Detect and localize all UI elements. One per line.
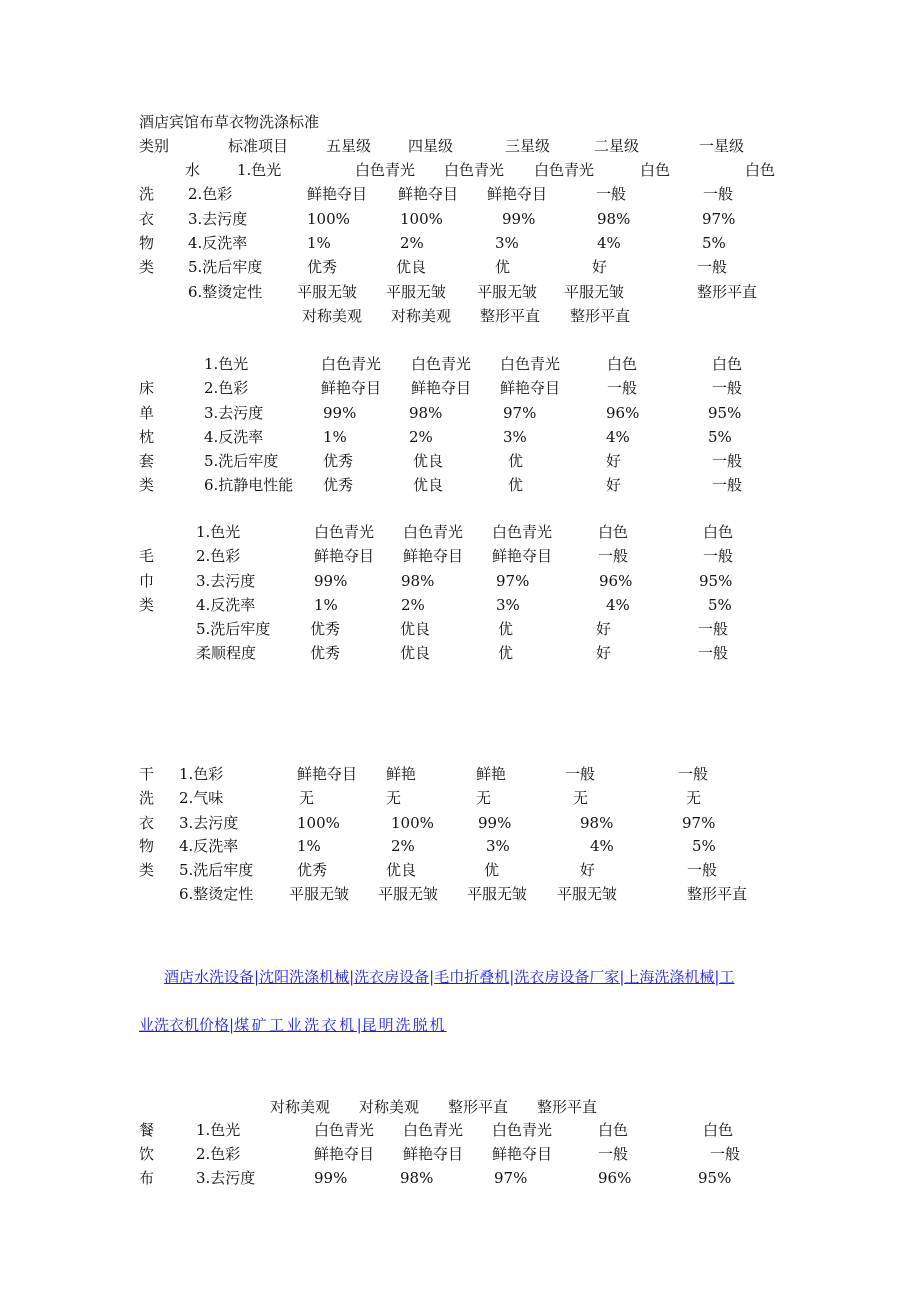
dining-rating-cell: 一般 <box>598 1145 629 1163</box>
wash-clothes-rating-cell: 99% <box>502 210 536 228</box>
wash-clothes-rating-cell: 平服无皱 <box>297 283 358 301</box>
dining-rating-cell: 白色青光 <box>403 1121 464 1139</box>
bedding-rating-cell: 白色青光 <box>321 355 382 373</box>
dry-clean-standard-item: 4.反洗率 <box>179 837 239 855</box>
dry-clean-rating-cell: 一般 <box>678 765 709 783</box>
towels-rating-cell: 3% <box>496 596 520 614</box>
wash-clothes-rating-cell: 整形平直 <box>697 283 758 301</box>
dry-clean-rating-cell: 好 <box>580 861 596 879</box>
wash-clothes-rating-cell: 优秀 <box>307 258 338 276</box>
column-header: 四星级 <box>408 137 454 155</box>
towels-rating-cell: 一般 <box>698 620 729 638</box>
dry-clean-standard-item: 6.整烫定性 <box>179 885 254 903</box>
towels-rating-cell: 98% <box>401 572 435 590</box>
wash-clothes-standard-item: 1.色光 <box>237 161 282 179</box>
link-line <box>139 1015 447 1035</box>
towels-standard-item: 1.色光 <box>196 523 241 541</box>
towels-rating-cell: 白色 <box>598 523 629 541</box>
dry-clean-rating-cell: 99% <box>478 814 512 832</box>
dry-clean-rating-cell: 3% <box>486 837 510 855</box>
towels-rating-cell: 优秀 <box>310 644 341 662</box>
dry-clean-rating-cell: 优良 <box>386 861 417 879</box>
towels-rating-cell: 鲜艳夺目 <box>492 547 553 565</box>
bedding-rating-cell: 97% <box>503 404 537 422</box>
bedding-standard-item: 2.色彩 <box>204 379 249 397</box>
seo-link[interactable]: 上海洗涤机械 <box>624 968 715 986</box>
towels-standard-item: 2.色彩 <box>196 547 241 565</box>
wash-clothes-standard-item: 2.色彩 <box>188 185 233 203</box>
dry-clean-rating-cell: 100% <box>391 814 434 832</box>
dining-rating-cell: 鲜艳夺目 <box>492 1145 553 1163</box>
bedding-category-char: 类 <box>139 476 155 494</box>
dining-rating-cell: 97% <box>494 1169 528 1187</box>
dry-clean-category-char: 衣 <box>139 814 155 832</box>
bedding-rating-cell: 2% <box>409 428 433 446</box>
dry-clean-rating-cell: 优 <box>484 861 500 879</box>
wash-clothes-rating-cell: 一般 <box>697 258 728 276</box>
dry-clean-category-char: 类 <box>139 861 155 879</box>
seo-link[interactable]: 煤矿工业洗衣机 <box>234 1016 357 1034</box>
dining-rating-cell: 对称美观 <box>270 1098 331 1116</box>
column-header: 一星级 <box>699 137 745 155</box>
bedding-rating-cell: 1% <box>323 428 347 446</box>
dining-rating-cell: 95% <box>698 1169 732 1187</box>
towels-rating-cell: 95% <box>699 572 733 590</box>
dry-clean-rating-cell: 无 <box>686 789 702 807</box>
dry-clean-rating-cell: 无 <box>386 789 402 807</box>
bedding-category-char: 套 <box>139 452 155 470</box>
towels-rating-cell: 2% <box>401 596 425 614</box>
bedding-rating-cell: 鲜艳夺目 <box>500 379 561 397</box>
wash-clothes-category-char: 水 <box>185 161 201 179</box>
seo-link[interactable]: 工 <box>719 968 735 986</box>
towels-category-char: 类 <box>139 596 155 614</box>
dry-clean-standard-item: 3.去污度 <box>179 814 239 832</box>
wash-clothes-standard-item: 5.洗后牢度 <box>188 258 263 276</box>
dry-clean-rating-cell: 无 <box>299 789 315 807</box>
dining-rating-cell: 96% <box>598 1169 632 1187</box>
dining-rating-cell: 白色青光 <box>314 1121 375 1139</box>
towels-rating-cell: 好 <box>596 620 612 638</box>
towels-standard-item: 5.洗后牢度 <box>196 620 271 638</box>
wash-clothes-rating-cell: 1% <box>307 234 331 252</box>
wash-clothes-rating-cell: 平服无皱 <box>386 283 447 301</box>
wash-clothes-rating-cell: 优良 <box>396 258 427 276</box>
bedding-standard-item: 6.抗静电性能 <box>204 476 294 494</box>
bedding-standard-item: 1.色光 <box>204 355 249 373</box>
wash-clothes-rating-cell: 对称美观 <box>391 307 452 325</box>
link-separator: | <box>509 968 515 986</box>
dry-clean-rating-cell: 1% <box>297 837 321 855</box>
towels-category-char: 毛 <box>139 547 155 565</box>
towels-rating-cell: 优 <box>498 620 514 638</box>
bedding-rating-cell: 白色青光 <box>500 355 561 373</box>
link-line <box>164 967 734 987</box>
bedding-standard-item: 5.洗后牢度 <box>204 452 279 470</box>
bedding-rating-cell: 99% <box>323 404 357 422</box>
bedding-rating-cell: 优 <box>508 452 524 470</box>
towels-rating-cell: 99% <box>314 572 348 590</box>
bedding-rating-cell: 鲜艳夺目 <box>321 379 382 397</box>
wash-clothes-rating-cell: 100% <box>307 210 350 228</box>
dry-clean-category-char: 干 <box>139 765 155 783</box>
bedding-rating-cell: 好 <box>606 452 622 470</box>
dry-clean-category-char: 洗 <box>139 789 155 807</box>
wash-clothes-rating-cell: 一般 <box>703 185 734 203</box>
column-header: 三星级 <box>505 137 551 155</box>
dry-clean-standard-item: 5.洗后牢度 <box>179 861 254 879</box>
dining-standard-item: 1.色光 <box>196 1121 241 1139</box>
seo-link[interactable]: 业洗衣机价格 <box>139 1016 230 1034</box>
bedding-rating-cell: 3% <box>503 428 527 446</box>
dining-rating-cell: 白色青光 <box>492 1121 553 1139</box>
seo-link[interactable]: 昆明洗脱机 <box>361 1016 447 1034</box>
column-header: 标准项目 <box>228 137 289 155</box>
link-separator: | <box>619 968 625 986</box>
dry-clean-rating-cell: 无 <box>476 789 492 807</box>
bedding-standard-item: 3.去污度 <box>204 404 264 422</box>
dry-clean-rating-cell: 无 <box>573 789 589 807</box>
wash-clothes-rating-cell: 整形平直 <box>570 307 631 325</box>
column-header: 二星级 <box>594 137 640 155</box>
towels-rating-cell: 4% <box>606 596 630 614</box>
dry-clean-rating-cell: 整形平直 <box>687 885 748 903</box>
wash-clothes-rating-cell: 4% <box>597 234 621 252</box>
towels-rating-cell: 1% <box>314 596 338 614</box>
dining-rating-cell: 整形平直 <box>537 1098 598 1116</box>
dry-clean-rating-cell: 4% <box>590 837 614 855</box>
towels-standard-item: 柔顺程度 <box>196 644 257 662</box>
bedding-rating-cell: 鲜艳夺目 <box>411 379 472 397</box>
dining-rating-cell: 整形平直 <box>448 1098 509 1116</box>
wash-clothes-category-char: 物 <box>139 234 155 252</box>
towels-rating-cell: 优 <box>498 644 514 662</box>
seo-link[interactable]: 洗衣房设备 <box>354 968 430 986</box>
dry-clean-category-char: 物 <box>139 837 155 855</box>
bedding-rating-cell: 一般 <box>712 379 743 397</box>
seo-link[interactable]: 沈阳洗涤机械 <box>259 968 350 986</box>
wash-clothes-rating-cell: 白色青光 <box>355 161 416 179</box>
bedding-standard-item: 4.反洗率 <box>204 428 264 446</box>
bedding-category-char: 床 <box>139 379 155 397</box>
dining-rating-cell: 98% <box>400 1169 434 1187</box>
bedding-rating-cell: 好 <box>606 476 622 494</box>
link-separator: | <box>356 1016 362 1034</box>
bedding-rating-cell: 白色青光 <box>411 355 472 373</box>
dry-clean-rating-cell: 平服无皱 <box>467 885 528 903</box>
towels-rating-cell: 优良 <box>400 620 431 638</box>
towels-rating-cell: 白色青光 <box>492 523 553 541</box>
bedding-rating-cell: 一般 <box>607 379 638 397</box>
dining-standard-item: 3.去污度 <box>196 1169 256 1187</box>
link-separator: | <box>349 968 355 986</box>
wash-clothes-rating-cell: 鲜艳夺目 <box>487 185 548 203</box>
wash-clothes-rating-cell: 平服无皱 <box>477 283 538 301</box>
wash-clothes-rating-cell: 好 <box>592 258 608 276</box>
wash-clothes-rating-cell: 3% <box>495 234 519 252</box>
bedding-rating-cell: 96% <box>606 404 640 422</box>
towels-rating-cell: 鲜艳夺目 <box>314 547 375 565</box>
dining-category-char: 饮 <box>139 1145 155 1163</box>
bedding-rating-cell: 一般 <box>712 452 743 470</box>
wash-clothes-standard-item: 6.整烫定性 <box>188 283 263 301</box>
dining-category-char: 布 <box>139 1169 155 1187</box>
towels-rating-cell: 一般 <box>698 644 729 662</box>
bedding-rating-cell: 优秀 <box>323 452 354 470</box>
link-separator: | <box>229 1016 235 1034</box>
dry-clean-rating-cell: 2% <box>391 837 415 855</box>
dining-rating-cell: 99% <box>314 1169 348 1187</box>
dry-clean-rating-cell: 平服无皱 <box>289 885 350 903</box>
towels-category-char: 巾 <box>139 572 155 590</box>
wash-clothes-rating-cell: 优 <box>495 258 511 276</box>
dry-clean-rating-cell: 5% <box>692 837 716 855</box>
link-separator: | <box>429 968 435 986</box>
link-separator: | <box>254 968 260 986</box>
link-separator: | <box>714 968 720 986</box>
dry-clean-rating-cell: 优秀 <box>297 861 328 879</box>
dry-clean-standard-item: 1.色彩 <box>179 765 224 783</box>
bedding-category-char: 单 <box>139 404 155 422</box>
wash-clothes-rating-cell: 100% <box>400 210 443 228</box>
wash-clothes-rating-cell: 一般 <box>596 185 627 203</box>
towels-rating-cell: 一般 <box>598 547 629 565</box>
page-title: 酒店宾馆布草衣物洗涤标准 <box>139 113 320 131</box>
wash-clothes-rating-cell: 平服无皱 <box>564 283 625 301</box>
dry-clean-rating-cell: 鲜艳 <box>386 765 417 783</box>
seo-link[interactable]: 毛巾折叠机 <box>434 968 510 986</box>
seo-link[interactable]: 酒店水洗设备 <box>164 968 255 986</box>
dry-clean-rating-cell: 鲜艳 <box>476 765 507 783</box>
wash-clothes-rating-cell: 白色青光 <box>444 161 505 179</box>
bedding-rating-cell: 95% <box>708 404 742 422</box>
towels-rating-cell: 96% <box>599 572 633 590</box>
bedding-rating-cell: 一般 <box>712 476 743 494</box>
bedding-rating-cell: 优良 <box>413 452 444 470</box>
dry-clean-rating-cell: 鲜艳夺目 <box>297 765 358 783</box>
towels-standard-item: 3.去污度 <box>196 572 256 590</box>
wash-clothes-rating-cell: 白色 <box>640 161 671 179</box>
dining-rating-cell: 白色 <box>598 1121 629 1139</box>
column-header: 类别 <box>139 137 170 155</box>
dry-clean-rating-cell: 98% <box>580 814 614 832</box>
towels-rating-cell: 鲜艳夺目 <box>403 547 464 565</box>
bedding-rating-cell: 优良 <box>413 476 444 494</box>
wash-clothes-rating-cell: 白色青光 <box>534 161 595 179</box>
wash-clothes-rating-cell: 97% <box>702 210 736 228</box>
towels-rating-cell: 一般 <box>703 547 734 565</box>
dry-clean-rating-cell: 平服无皱 <box>378 885 439 903</box>
dining-rating-cell: 白色 <box>703 1121 734 1139</box>
wash-clothes-rating-cell: 对称美观 <box>302 307 363 325</box>
wash-clothes-category-char: 类 <box>139 258 155 276</box>
dining-rating-cell: 鲜艳夺目 <box>314 1145 375 1163</box>
column-header: 五星级 <box>326 137 372 155</box>
wash-clothes-rating-cell: 2% <box>400 234 424 252</box>
bedding-rating-cell: 白色 <box>607 355 638 373</box>
bedding-rating-cell: 白色 <box>712 355 743 373</box>
wash-clothes-rating-cell: 整形平直 <box>480 307 541 325</box>
wash-clothes-category-char: 衣 <box>139 210 155 228</box>
dining-category-char: 餐 <box>139 1121 155 1139</box>
towels-rating-cell: 5% <box>708 596 732 614</box>
dry-clean-rating-cell: 一般 <box>565 765 596 783</box>
bedding-rating-cell: 优 <box>508 476 524 494</box>
bedding-category-char: 枕 <box>139 428 155 446</box>
seo-link[interactable]: 洗衣房设备厂家 <box>514 968 620 986</box>
bedding-rating-cell: 优秀 <box>323 476 354 494</box>
towels-rating-cell: 白色 <box>703 523 734 541</box>
wash-clothes-rating-cell: 白色 <box>745 161 776 179</box>
dry-clean-rating-cell: 100% <box>297 814 340 832</box>
wash-clothes-standard-item: 3.去污度 <box>188 210 248 228</box>
bedding-rating-cell: 5% <box>708 428 732 446</box>
bedding-rating-cell: 4% <box>606 428 630 446</box>
dry-clean-rating-cell: 平服无皱 <box>557 885 618 903</box>
wash-clothes-rating-cell: 5% <box>702 234 726 252</box>
dining-rating-cell: 鲜艳夺目 <box>403 1145 464 1163</box>
wash-clothes-standard-item: 4.反洗率 <box>188 234 248 252</box>
dining-rating-cell: 对称美观 <box>359 1098 420 1116</box>
towels-rating-cell: 好 <box>596 644 612 662</box>
dry-clean-rating-cell: 97% <box>682 814 716 832</box>
dry-clean-rating-cell: 一般 <box>687 861 718 879</box>
towels-rating-cell: 白色青光 <box>314 523 375 541</box>
towels-standard-item: 4.反洗率 <box>196 596 256 614</box>
towels-rating-cell: 优良 <box>400 644 431 662</box>
bedding-rating-cell: 98% <box>409 404 443 422</box>
dining-rating-cell: 一般 <box>710 1145 741 1163</box>
dining-standard-item: 2.色彩 <box>196 1145 241 1163</box>
wash-clothes-category-char: 洗 <box>139 185 155 203</box>
wash-clothes-rating-cell: 98% <box>597 210 631 228</box>
dry-clean-standard-item: 2.气味 <box>179 789 224 807</box>
towels-rating-cell: 优秀 <box>310 620 341 638</box>
wash-clothes-rating-cell: 鲜艳夺目 <box>398 185 459 203</box>
towels-rating-cell: 97% <box>496 572 530 590</box>
wash-clothes-rating-cell: 鲜艳夺目 <box>307 185 368 203</box>
towels-rating-cell: 白色青光 <box>403 523 464 541</box>
